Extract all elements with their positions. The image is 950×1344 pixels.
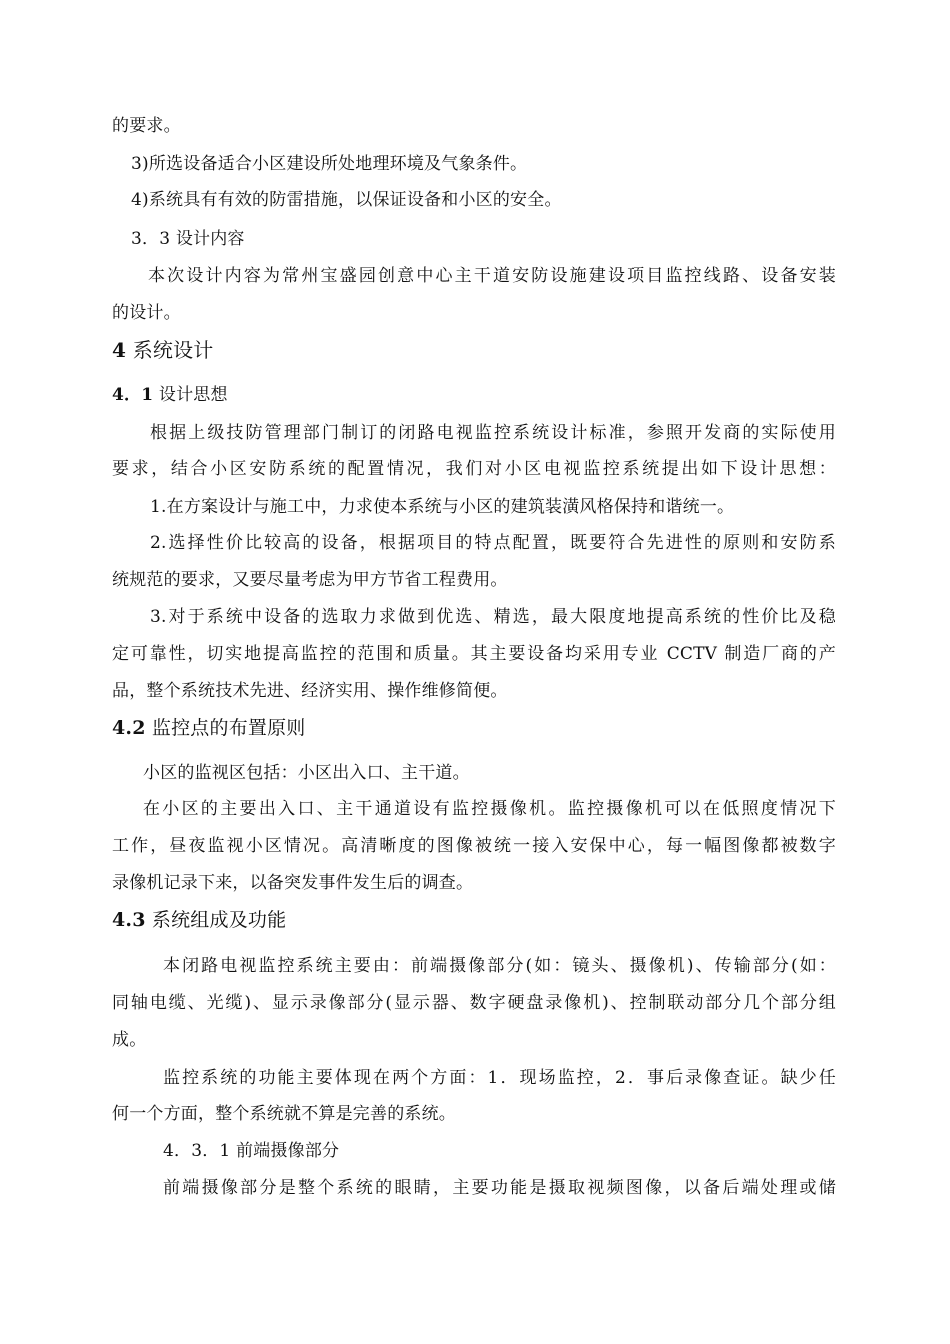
heading-number: 4.2 xyxy=(112,717,146,739)
paragraph-line: 品，整个系统技术先进、经济实用、操作维修简便。 xyxy=(112,681,508,701)
subsection-heading-4-3-1: 4．3．1 前端摄像部分 xyxy=(163,1141,340,1161)
heading-number: 4.3 xyxy=(112,909,146,931)
paragraph-line: 要求，结合小区安防系统的配置情况，我们对小区电视监控系统提出如下设计思想： xyxy=(112,459,836,479)
paragraph-line: 同轴电缆、光缆)、显示录像部分(显示器、数字硬盘录像机)、控制联动部分几个部分组 xyxy=(112,993,836,1013)
heading-number: 4 xyxy=(112,338,127,362)
paragraph-line: 本次设计内容为常州宝盛园创意中心主干道安防设施建设项目监控线路、设备安装 xyxy=(148,266,836,286)
section-heading-4-2 xyxy=(112,716,306,740)
list-item: 3)所选设备适合小区建设所处地理环境及气象条件。 xyxy=(131,154,528,174)
list-item: 3.对于系统中设备的选取力求做到优选、精选，最大限度地提高系统的性价比及稳 xyxy=(150,607,836,627)
paragraph-line: 小区的监视区包括：小区出入口、主干道。 xyxy=(143,763,470,783)
section-heading-4-3 xyxy=(112,908,286,932)
paragraph-line: 统规范的要求，又要尽量考虑为甲方节省工程费用。 xyxy=(112,570,508,590)
heading-text: 系统设计 xyxy=(132,338,214,362)
paragraph-line: 定可靠性，切实地提高监控的范围和质量。其主要设备均采用专业 CCTV 制造厂商的产 xyxy=(112,644,836,664)
paragraph-line: 在小区的主要出入口、主干通道设有监控摄像机。监控摄像机可以在低照度情况下 xyxy=(143,799,836,819)
paragraph-line: 何一个方面，整个系统就不算是完善的系统。 xyxy=(112,1104,456,1124)
paragraph-line: 成。 xyxy=(112,1030,147,1050)
section-heading-3-3: 3．3 设计内容 xyxy=(131,229,245,249)
list-item: 2.选择性价比较高的设备，根据项目的特点配置，既要符合先进性的原则和安防系 xyxy=(150,533,836,553)
heading-text: 设计思想 xyxy=(158,385,228,405)
paragraph-line: 本闭路电视监控系统主要由：前端摄像部分(如：镜头、摄像机)、传输部分(如： xyxy=(163,956,836,976)
paragraph-line: 监控系统的功能主要体现在两个方面：1．现场监控，2．事后录像查证。缺少任 xyxy=(163,1068,836,1088)
section-heading-4-1 xyxy=(112,384,228,406)
heading-number: 4．1 xyxy=(112,385,154,405)
list-item: 1.在方案设计与施工中，力求使本系统与小区的建筑装潢风格保持和谐统一。 xyxy=(150,497,735,517)
heading-text: 系统组成及功能 xyxy=(151,909,287,931)
paragraph-line: 的设计。 xyxy=(112,303,181,323)
paragraph-line: 工作，昼夜监视小区情况。高清晰度的图像被统一接入安保中心，每一幅图像都被数字 xyxy=(112,836,836,856)
paragraph-line: 根据上级技防管理部门制订的闭路电视监控系统设计标准，参照开发商的实际使用 xyxy=(150,423,836,443)
paragraph-line: 前端摄像部分是整个系统的眼睛，主要功能是摄取视频图像，以备后端处理或储 xyxy=(163,1178,836,1198)
paragraph-line: 录像机记录下来，以备突发事件发生后的调查。 xyxy=(112,873,474,893)
heading-text: 监控点的布置原则 xyxy=(151,717,306,739)
list-item: 4)系统具有有效的防雷措施，以保证设备和小区的安全。 xyxy=(131,190,562,210)
section-heading-4 xyxy=(112,337,214,363)
paragraph-line: 的要求。 xyxy=(112,116,181,136)
